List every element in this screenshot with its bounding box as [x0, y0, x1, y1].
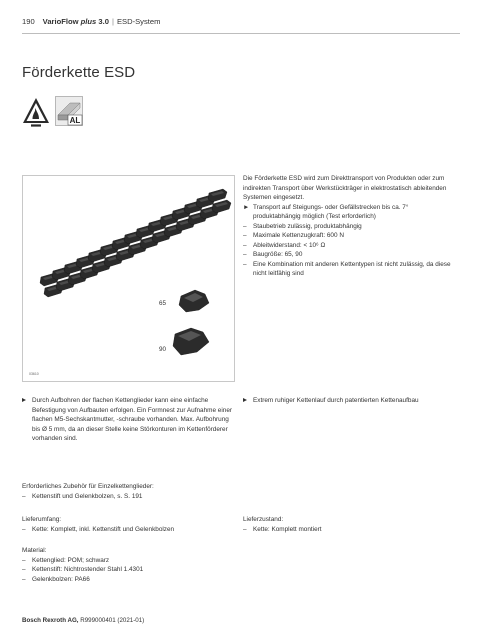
list-item-text: Kette: Komplett montiert	[253, 525, 322, 533]
list-item-text: Ableitwiderstand: < 10⁶ Ω	[253, 241, 326, 249]
list-item-text: Staubetrieb zulässig, produktabhängig	[253, 222, 362, 230]
list-item	[243, 525, 443, 535]
list-marker: –	[243, 260, 247, 268]
chain-illustration	[23, 176, 235, 382]
list-marker: –	[243, 241, 247, 249]
scope-heading: Lieferumfang:	[22, 516, 62, 523]
footer-company: Bosch Rexroth AG,	[22, 617, 79, 624]
list-item-text: Kettenstift: Nichtrostender Stahl 1.4301	[32, 566, 144, 573]
list-item-text: Maximale Kettenzugkraft: 600 N	[253, 232, 344, 239]
list-item-text: Transport auf Steigungs- oder Gefällstrecken bis ca. 7° produktabhängig möglich (Test erforderlich)	[253, 203, 409, 220]
brand-plus: plus	[80, 17, 97, 26]
list-item-text: Kettenglied: POM; schwarz	[32, 556, 110, 564]
condition-heading: Lieferzustand:	[243, 516, 284, 523]
list-item	[243, 241, 455, 251]
list-item-text: Gelenkbolzen: PA66	[32, 575, 90, 583]
single-link-65	[179, 290, 209, 312]
triangle-bullet-icon	[243, 398, 247, 402]
triangle-bullet-icon	[22, 398, 26, 402]
list-item	[243, 250, 455, 260]
aluminium-profile-icon	[55, 96, 83, 126]
brand-name: VarioFlow	[42, 17, 79, 26]
condition-block	[243, 515, 443, 534]
list-item-text: Baugröße: 65, 90	[253, 251, 303, 258]
list-item-text: Kette: Komplett, inkl. Kettenstift und Gelenkbolzen	[32, 525, 175, 533]
accessories-block	[22, 482, 322, 501]
list-item	[243, 203, 455, 222]
list-item	[22, 525, 237, 535]
header-rule	[22, 33, 460, 34]
material-list	[22, 556, 237, 585]
material-block	[22, 546, 237, 584]
page-number: 190	[22, 17, 35, 26]
single-link-90	[173, 328, 209, 355]
list-item	[22, 575, 237, 585]
feature-right	[243, 396, 443, 406]
page-footer	[22, 617, 144, 624]
list-item	[243, 260, 455, 279]
list-marker: –	[22, 556, 26, 564]
list-item	[243, 231, 455, 241]
aluminium-label: AL	[69, 116, 81, 125]
list-marker: –	[22, 525, 26, 533]
accessories-list	[22, 492, 322, 502]
intro-block	[243, 174, 455, 279]
page-title: Förderkette ESD	[22, 64, 136, 81]
list-marker: –	[243, 251, 247, 258]
list-item	[22, 565, 237, 575]
figure-label-65: 65	[159, 300, 167, 307]
list-marker: –	[243, 222, 247, 230]
condition-list	[243, 525, 443, 535]
feature-right-item: Extrem ruhiger Kettenlauf durch patentierten Kettenaufbau	[243, 396, 443, 406]
esd-warning-icon	[22, 97, 50, 127]
scope-list	[22, 525, 237, 535]
feature-left	[22, 396, 237, 444]
list-marker: –	[22, 492, 26, 500]
list-marker: –	[243, 232, 247, 239]
list-item-text: Eine Kombination mit anderen Kettentypen ist nicht zulässig, da diese nicht leitfähig sind	[253, 260, 451, 277]
list-item-text: Kettenstift und Gelenkbolzen, s. S. 191	[32, 492, 143, 500]
footer-doc: R999000401 (2021-01)	[80, 617, 145, 624]
intro-list	[243, 203, 455, 279]
section-name: ESD-System	[116, 17, 161, 26]
page-header	[22, 17, 160, 26]
product-figure	[22, 175, 235, 382]
scope-block	[22, 515, 237, 534]
list-marker: –	[243, 525, 247, 533]
material-heading: Material:	[22, 547, 47, 554]
header-separator: |	[111, 17, 114, 26]
list-marker: ►	[243, 203, 250, 211]
list-item	[22, 492, 322, 502]
list-item	[243, 222, 455, 232]
intro-paragraph: Die Förderkette ESD wird zum Direkttransport von Produkten oder zum indirekten Transport über Werkstückträger in elektrostatisch ableitenden Systemen eingesetzt.	[243, 175, 447, 201]
accessories-heading: Erforderliches Zubehör für Einzelkettenglieder:	[22, 483, 154, 490]
brand-version: 3.0	[98, 17, 109, 26]
figure-code: 03610	[29, 372, 39, 376]
feature-left-item: Durch Aufbohren der flachen Kettenglieder kann eine einfache Befestigung von Aufbauten erfolgen. Ein Formnest zur Aufnahme einer flachen M5-Sechskantmutter, -schraube vorhanden. Max. Aufbohrung bis Ø 5 mm, da an dieser Stelle keine Störkonturen im Kettenförderer vorhanden sind.	[22, 396, 237, 444]
list-item	[22, 556, 237, 566]
list-marker: –	[22, 575, 26, 583]
list-marker: –	[22, 566, 26, 573]
chain-row	[40, 189, 231, 297]
figure-label-90: 90	[159, 346, 167, 353]
